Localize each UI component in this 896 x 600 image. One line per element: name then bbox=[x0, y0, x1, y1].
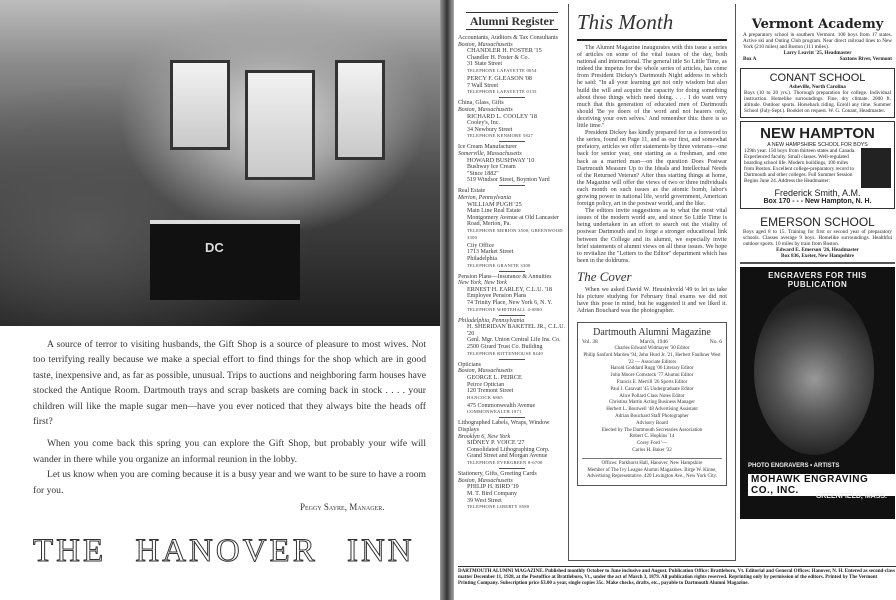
ad-text: Boys (10 to 20 yrs.). Thorough preparation for college. Individual instruction. Homelike surroundings. Fine, dry climate. 2000 ft. altitude. Outdoor sports. Horseback riding. Enroll any time. Summer School (July-Sept.). Booklet on request. W. G. Conant, Headmaster. bbox=[744, 90, 891, 114]
ad-company: MOHAWK ENGRAVING CO., INC. bbox=[748, 474, 895, 496]
register-name: HOWARD BUSHWAY '10 bbox=[467, 156, 535, 164]
register-category: China, Glass, Gifts bbox=[458, 100, 504, 107]
ad-title: Vermont Academy bbox=[751, 17, 884, 32]
register-telephone: COMMONWEALTH 1971 bbox=[467, 409, 522, 415]
paragraph: When you come back this spring you can explore the Gift Shop, but probably your wife will wander in there while you organize an informal reunion in the lobby. bbox=[33, 438, 426, 465]
register-category: Real Estate bbox=[458, 188, 486, 195]
register-line: Philadelphia bbox=[467, 255, 497, 262]
ad-box: Box A bbox=[743, 56, 757, 62]
register-location: Boston, Massachusetts bbox=[458, 41, 513, 48]
register-name: GEORGE L. PEIRCE bbox=[467, 373, 522, 381]
register-line: Genl. Mgr. Union Central Life Ins. Co. bbox=[467, 337, 561, 344]
register-name: ERNEST H. EARLEY, C.L.U. '18 bbox=[467, 285, 552, 293]
display-table bbox=[150, 220, 300, 300]
divider bbox=[499, 141, 525, 142]
register-line: City Office bbox=[467, 242, 495, 249]
hanover-inn-title: THE HANOVER INN bbox=[33, 533, 415, 569]
register-location: Boston, Massachusetts bbox=[458, 368, 513, 375]
masthead-line: Paul J. Caravatt '45 Undergraduate Editor bbox=[610, 386, 694, 392]
register-name: SIDNEY P. VOICE '27 bbox=[467, 439, 525, 447]
volume: Vol. 38 bbox=[582, 339, 598, 346]
register-telephone: HANCOCK 6865 bbox=[467, 394, 503, 400]
register-telephone: TELEPHONE GRANITE 3300 bbox=[467, 262, 531, 268]
register-line: Cooley's, Inc. bbox=[467, 120, 500, 127]
ad-box: Box 170 - - - New Hampton, N. H. bbox=[763, 198, 872, 205]
divider bbox=[499, 97, 525, 98]
register-line: Montgomery Avenue at Old Lancaster Road, Merion, Pa. bbox=[467, 214, 559, 228]
paragraph: The Alumni Magazine inaugurates with this issue a series of articles on some of the vital issues of the day, both national and international. The general title So Little Time, as indeed the impetus for the whole series of articles, has come from President Dickey's Dartmouth Night address in which he said: "In all your learning get not only wisdom but also build the will and acquire the capacity for doing something about those things which need doing. . . . I do want very much that this generation of educated men of Dartmouth should 'Be ye doers of the word and not hearers only, deceiving your own selves.' And remember this: there is so little time." bbox=[577, 45, 727, 130]
register-name: H. SHERIDAN BAKETEL JR., C.L.U. '20 bbox=[467, 323, 566, 337]
masthead bbox=[577, 322, 727, 486]
register-telephone: TELEPHONE LAFAYETTE 0135 bbox=[467, 89, 537, 95]
ad-text: Boys aged 8 to 15. Training for first or second year of preparatory schools. Classes average 9 boys. Homelike surroundings. Healthful outdoor sports. 10 miles by train from Boston. bbox=[743, 229, 892, 247]
register-location: New York, New York bbox=[458, 280, 507, 287]
register-telephone: TELEPHONE RITTENHOUSE 8440 bbox=[467, 350, 544, 356]
masthead-line: Charles Edward Widmayer '30 Editor bbox=[614, 346, 690, 352]
ad-mohawk-engraving bbox=[740, 267, 895, 519]
register-category: Opticians bbox=[458, 361, 481, 368]
ad-title: CONANT SCHOOL bbox=[769, 72, 866, 84]
masthead-line: Advisory Board bbox=[635, 420, 669, 426]
register-telephone: TELEPHONE KENMORE 5827 bbox=[467, 133, 534, 139]
register-heading: Alumni Register bbox=[466, 12, 558, 30]
publication-footer: DARTMOUTH ALUMNI MAGAZINE. Published monthly October to June inclusive and August. Publication Office: Brattleboro, Vt. Editorial and General Offices: Hanover, N. H. Entered as second-class matter December 11, 1928, at the Postoffice at Brattleboro, Vt., under the act of March 3, 1879. All publication rights reserved. Reprinting only by permission of the editors. Printed by The Vermont Printing Company. Subscription price $3.00 a year, single copies 35c. Make checks, drafts, etc., payable to Dartmouth Alumni Magazine. bbox=[458, 566, 896, 588]
ad-box: Box 836, Exeter, New Hampshire bbox=[781, 253, 854, 259]
register-line: Employee Pension Plans bbox=[467, 293, 527, 300]
register-name: WILLIAM PUGH '25 bbox=[467, 200, 522, 208]
cover-text: When we asked David W. Heusinkveld '49 to let us take his picture studying for February final exams we did not have this pose in mind, but he suggested it and we liked it. Adrian Bouchard was the photographer. bbox=[577, 286, 727, 315]
register-line: 120 Tremont Street bbox=[467, 388, 514, 395]
ad-place: GREENFIELD, MASS. bbox=[815, 493, 887, 500]
ad-new-hampton bbox=[740, 121, 895, 209]
this-month-title: This Month bbox=[577, 10, 727, 41]
paragraph: The editors invite suggestions as to what the most vital issues of the modern world are, and since So Little Time is being undertaken in an effort to search out the vitality of postwar Dartmouth and to forge a stronger educational link between the College and its alumni, we especially invite brief statements of alumni views on all these issues. We hope to revitalize the "Letters to the Editor" department which has been in the doldrums. bbox=[577, 208, 727, 264]
clock-tower-photo bbox=[754, 287, 874, 455]
register-name: CHANDLER H. FOSTER '15 bbox=[467, 47, 542, 55]
masthead-line: Christina Martin Acting Business Manager bbox=[609, 400, 695, 406]
register-category: Pension Plans—Insurance & Annuities bbox=[458, 273, 552, 280]
register-line: Bushway Ice Cream bbox=[467, 164, 516, 171]
paragraph: A source of terror to visiting husbands, the Gift Shop is a source of pleasure to most wives. Not too terrifying really because we make a special effort to find things for the shop which are in good taste, inexpensive and, as far as possible, unusual. Trips to auctions and neighboring farm houses have stocked the Antique Room. Dartmouth trays and scrap baskets are coming back in stock . . . . your children will like the maple sugar men—have you ever noticed that they always bite the heads off first? bbox=[33, 339, 426, 428]
register-line: 39 West Street bbox=[467, 497, 502, 504]
register-line: Peirce Optician bbox=[467, 381, 505, 388]
paragraph: Let us know when you are coming because it is a busy year and we want to be sure to have a room for you. bbox=[33, 469, 426, 496]
masthead-line: Elected by The Dartmouth Secretaries Association bbox=[601, 427, 703, 433]
ad-title: EMERSON SCHOOL bbox=[760, 215, 875, 229]
alumni-register bbox=[458, 12, 566, 512]
register-location: Brooklyn 6, New York bbox=[458, 433, 511, 440]
offices: Offices: Parkhurst Hall, Hanover, New Hampshire bbox=[582, 458, 722, 468]
dc-lettering: DC bbox=[205, 240, 224, 255]
issue-date: March, 1946 bbox=[639, 339, 668, 346]
register-line: Chandler H. Foster & Co. bbox=[467, 54, 529, 61]
masthead-line: Harold Goddard Rugg '06 Literary Editor bbox=[610, 366, 694, 372]
ad-place: Saxtons River, Vermont bbox=[839, 56, 892, 62]
divider bbox=[499, 468, 525, 469]
register-line: Grand Street and Morgan Avenue bbox=[467, 453, 548, 460]
ad-emerson-school bbox=[740, 212, 895, 264]
register-line: M. T. Bird Company bbox=[467, 490, 517, 497]
issue-number: No. 6 bbox=[709, 339, 722, 346]
masthead-line: Philip Sanford Marden '94, John Hurd Jr. '21, Herbert Faulkner West '22 — Associate Editors bbox=[583, 352, 721, 365]
advertisements bbox=[740, 14, 895, 519]
ad-portrait bbox=[861, 148, 891, 188]
register-line: 31 State Street bbox=[467, 61, 502, 68]
register-location: Boston, Massachusetts bbox=[458, 106, 513, 113]
divider bbox=[499, 185, 525, 186]
ad-place: Asheville, North Carolina bbox=[789, 84, 846, 90]
page-gutter bbox=[440, 0, 454, 600]
divider bbox=[499, 359, 525, 360]
hanover-inn-copy bbox=[33, 337, 426, 498]
masthead-line: Corey Ford '— bbox=[636, 441, 668, 447]
ad-contact: Larry Leavitt '25, Headmaster bbox=[783, 50, 852, 56]
register-line: Main Line Real Estate bbox=[467, 208, 521, 215]
register-line: 1713 Market Street bbox=[467, 249, 514, 256]
register-category: Accountants, Auditors & Tax Consultants bbox=[458, 35, 558, 41]
register-telephone: TELEPHONE EVERGREEN 8-6700 bbox=[467, 460, 543, 466]
register-line: "Since 1882" bbox=[467, 170, 499, 177]
paragraph: President Dickey has kindly prepared for us a foreword to the series, found on Page 11, and as our first, and somewhat prefatory, articles we offer statements by three veterans—one back for senior year, one starting as a freshman, and one back as a married man—on the question Does Postwar Dartmouth Measure Up to the Ideals and Intellectual Needs of the Returned Veteran? After thus starting things at home, the Magazine will offer the views of two or three individuals each month on such issues as the atomic bomb, labor's growing power in national life, world government, American foreign policy, art in the postwar world, and the like. bbox=[577, 130, 727, 208]
masthead-line: Herbert L. Boutwell '48 Advertising Assistant bbox=[606, 407, 698, 413]
masthead-line: Francis E. Merrill '26 Sports Editor bbox=[616, 380, 688, 386]
gift-shop-photo bbox=[0, 0, 440, 326]
register-name: PHILIP H. BIRD '19 bbox=[467, 483, 519, 491]
register-line: 7 Wall Street bbox=[467, 82, 499, 89]
register-name: RICHARD L. COOLEY '18 bbox=[467, 112, 537, 120]
cover-title: The Cover bbox=[577, 268, 632, 284]
masthead-line: John Moore Comstock '77 Alumni Editor bbox=[610, 373, 694, 379]
masthead-line: Carlos H. Baker '32 bbox=[632, 448, 672, 454]
register-telephone: TELEPHONE WHITEHALL 4-0800 bbox=[467, 306, 543, 312]
register-line: 34 Newbury Street bbox=[467, 126, 513, 133]
register-category: Lithographed Labels, Wraps, Window Displays bbox=[458, 420, 550, 434]
ad-services: PHOTO ENGRAVERS • ARTISTS bbox=[748, 463, 840, 469]
window bbox=[335, 60, 385, 160]
register-location: Somerville, Massachusetts bbox=[458, 151, 522, 157]
masthead-line: Robert C. Hopkins '14 bbox=[629, 434, 675, 440]
masthead-title: Dartmouth Alumni Magazine bbox=[593, 327, 711, 339]
register-telephone: TELEPHONE LAFAYETTE 0054 bbox=[467, 67, 537, 73]
ad-title: ENGRAVERS FOR THIS PUBLICATION bbox=[768, 271, 867, 289]
register-location: Merion, Pennsylvania bbox=[458, 195, 511, 202]
member-note: Member of The Ivy League Alumni Magazines. Birge W. Kinne, Advertising Representative. 420 Lexington Ave., New York City. bbox=[586, 467, 718, 480]
ad-contact: Edward E. Emerson '26, Headmaster bbox=[776, 247, 859, 253]
register-name: PERCY F. GLEASON '08 bbox=[467, 75, 533, 83]
register-category: Ice Cream Manufacturer bbox=[458, 144, 517, 151]
ad-text: 129th year. 150 boys from thirteen states and Canada. Experienced faculty. Small classes. Well-regulated boarding school life. Modern buildings, 100 miles from Boston. Excellent college-preparatory record to Dartmouth and other colleges. Full Summer Session Begins June 24. Address the Headmaster: bbox=[744, 148, 856, 184]
register-line: 74 Trinity Place, New York 6, N. Y. bbox=[467, 299, 553, 306]
ad-title: NEW HAMPTON bbox=[760, 125, 875, 142]
register-line: 2500 Girard Trust Co. Building bbox=[467, 344, 543, 351]
register-category: Stationery, Gifts, Greeting Cards bbox=[458, 471, 537, 478]
divider bbox=[499, 271, 525, 272]
this-month-column bbox=[568, 4, 736, 561]
register-location: Boston, Massachusetts bbox=[458, 477, 513, 484]
ad-contact: Frederick Smith, A.M. bbox=[774, 188, 861, 198]
divider bbox=[499, 315, 525, 316]
masthead-line: Adrian Bouchard Staff Photographer bbox=[615, 414, 689, 420]
window bbox=[245, 70, 315, 180]
window bbox=[170, 60, 230, 150]
register-line: Consolidated Lithographing Corp. bbox=[467, 446, 550, 453]
divider bbox=[499, 417, 525, 418]
signature: Peggy Sayre, Manager. bbox=[300, 502, 385, 512]
ad-conant-school bbox=[740, 68, 895, 118]
register-line: 519 Windsor Street, Boynton Yard bbox=[467, 177, 550, 184]
register-telephone: TELEPHONE LIBERTY 8580 bbox=[467, 504, 530, 510]
ad-vermont-academy bbox=[740, 14, 895, 65]
register-line: 475 Commonwealth Avenue bbox=[467, 402, 536, 409]
register-telephone: TELEPHONE MERION 3500, GREENWOOD 3300 bbox=[467, 228, 563, 240]
register-location: Philadelphia, Pennsylvania bbox=[458, 317, 525, 324]
masthead-line: Alice Pollard Class Notes Editor bbox=[619, 393, 685, 399]
ad-text: A preparatory school in southern Vermont. 100 boys from 17 states. Active ski and Outing Club program. Near direct railroad lines to New York (210 miles) and Boston (111 miles). bbox=[743, 32, 892, 50]
ad-subtitle: A NEW HAMPSHIRE SCHOOL FOR BOYS bbox=[767, 142, 868, 148]
